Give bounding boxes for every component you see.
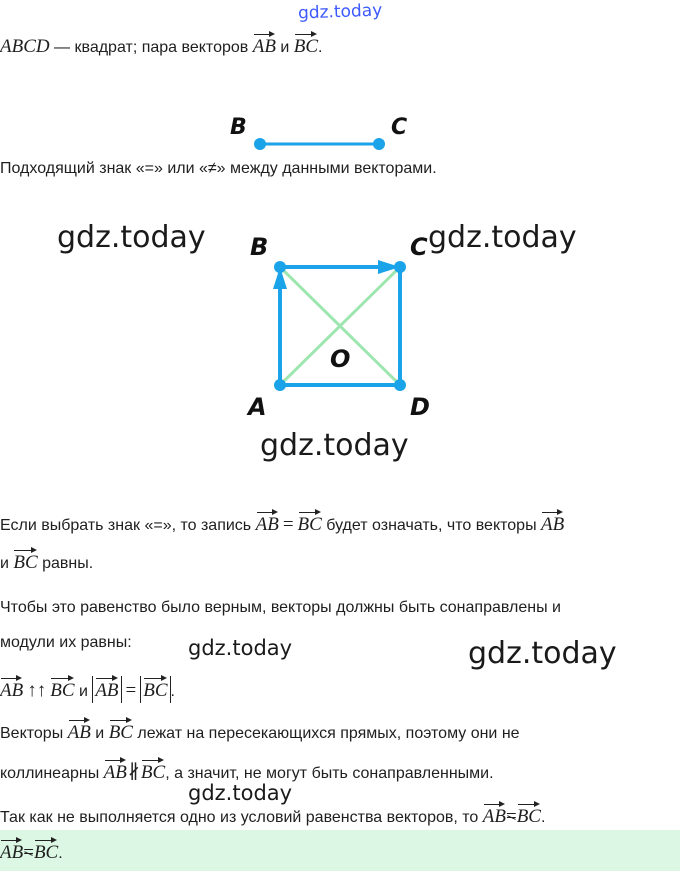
vector-bc: BC	[294, 32, 318, 56]
watermark-mid-left: gdz.today	[188, 636, 293, 660]
label-b: B	[230, 115, 247, 140]
watermark-left: gdz.today	[57, 220, 206, 255]
text: равны.	[37, 555, 94, 572]
label-b: B	[250, 233, 269, 261]
watermark-top: gdz.today	[297, 0, 383, 24]
text: Если выбрать знак «=», то запись	[0, 517, 256, 534]
vector-ab: AB	[256, 510, 279, 534]
task-question: Подходящий знак «=» или «≠» между данными векторами.	[0, 160, 437, 177]
answer-formula	[0, 838, 63, 865]
text: лежат на пересекающихся прямых, поэтому они не	[132, 725, 520, 742]
label-o: O	[330, 345, 351, 373]
vector-ab: AB	[483, 802, 506, 826]
problem-statement	[0, 32, 323, 59]
conclusion-line	[0, 802, 545, 829]
watermark-right: gdz.today	[428, 220, 577, 255]
equals-sign: =	[282, 514, 294, 535]
vector-ab: AB	[0, 838, 23, 862]
watermark-mid-right: gdz.today	[468, 636, 617, 671]
vector-bc: BC	[298, 510, 322, 534]
explanation-line-1	[0, 510, 564, 537]
vector-bc: BC	[517, 802, 541, 826]
vector-ab: AB	[104, 758, 127, 782]
condition-formula	[0, 676, 175, 703]
condition-line-1: Чтобы это равенство было верным, векторы должны быть сонаправлены и	[0, 599, 561, 616]
period: .	[58, 845, 63, 862]
period: .	[540, 809, 546, 826]
vector-ab: AB	[541, 510, 564, 534]
vector-bc: BC	[34, 838, 58, 862]
problem-text: — квадрат; пара векторов	[49, 39, 253, 56]
reasoning-line-1	[0, 718, 520, 745]
text: Так как не выполняется одно из условий равенства векторов, то	[0, 809, 483, 826]
not-equal-sign: =	[23, 842, 34, 863]
text: , а значит, не могут быть сонаправленными.	[165, 765, 494, 782]
vector-ab: AB	[95, 676, 118, 700]
reasoning-line-2	[0, 758, 494, 785]
vector-ab: AB	[253, 32, 276, 56]
label-c: C	[391, 115, 408, 140]
figure-square-abcd	[240, 225, 440, 425]
vector-ab: AB	[0, 676, 23, 700]
text: Векторы	[0, 725, 68, 742]
abs-ab	[92, 676, 121, 703]
conjunction: и	[275, 39, 294, 56]
vector-bc: BC	[141, 758, 165, 782]
answer-box	[0, 830, 680, 871]
label-d: D	[410, 393, 430, 421]
not-equal-sign: =	[505, 806, 517, 827]
figure-segment-bc	[220, 108, 420, 160]
square-name: ABCD	[0, 36, 50, 57]
text: коллинеарны	[0, 765, 104, 782]
explanation-line-2	[0, 548, 93, 575]
abs-bc	[140, 676, 170, 703]
text: и	[0, 555, 14, 572]
vector-bc: BC	[50, 676, 74, 700]
vector-bc: BC	[13, 548, 37, 572]
text: и	[74, 683, 93, 700]
equals-sign: =	[125, 680, 137, 701]
text: и	[90, 725, 109, 742]
condition-line-2: модули их равны:	[0, 634, 132, 651]
vector-bc: BC	[143, 676, 167, 700]
vector-ab: AB	[68, 718, 91, 742]
period: .	[318, 39, 323, 56]
label-c: C	[410, 233, 428, 261]
not-parallel-sign: ∦	[127, 762, 140, 783]
text: будет означать, что векторы	[321, 517, 542, 534]
watermark-bottom: gdz.today	[188, 781, 293, 805]
period: .	[170, 683, 175, 700]
watermark-center: gdz.today	[260, 428, 409, 463]
codirectional-sign: ↑↑	[27, 680, 47, 701]
vector-bc: BC	[109, 718, 133, 742]
label-a: A	[248, 393, 267, 421]
